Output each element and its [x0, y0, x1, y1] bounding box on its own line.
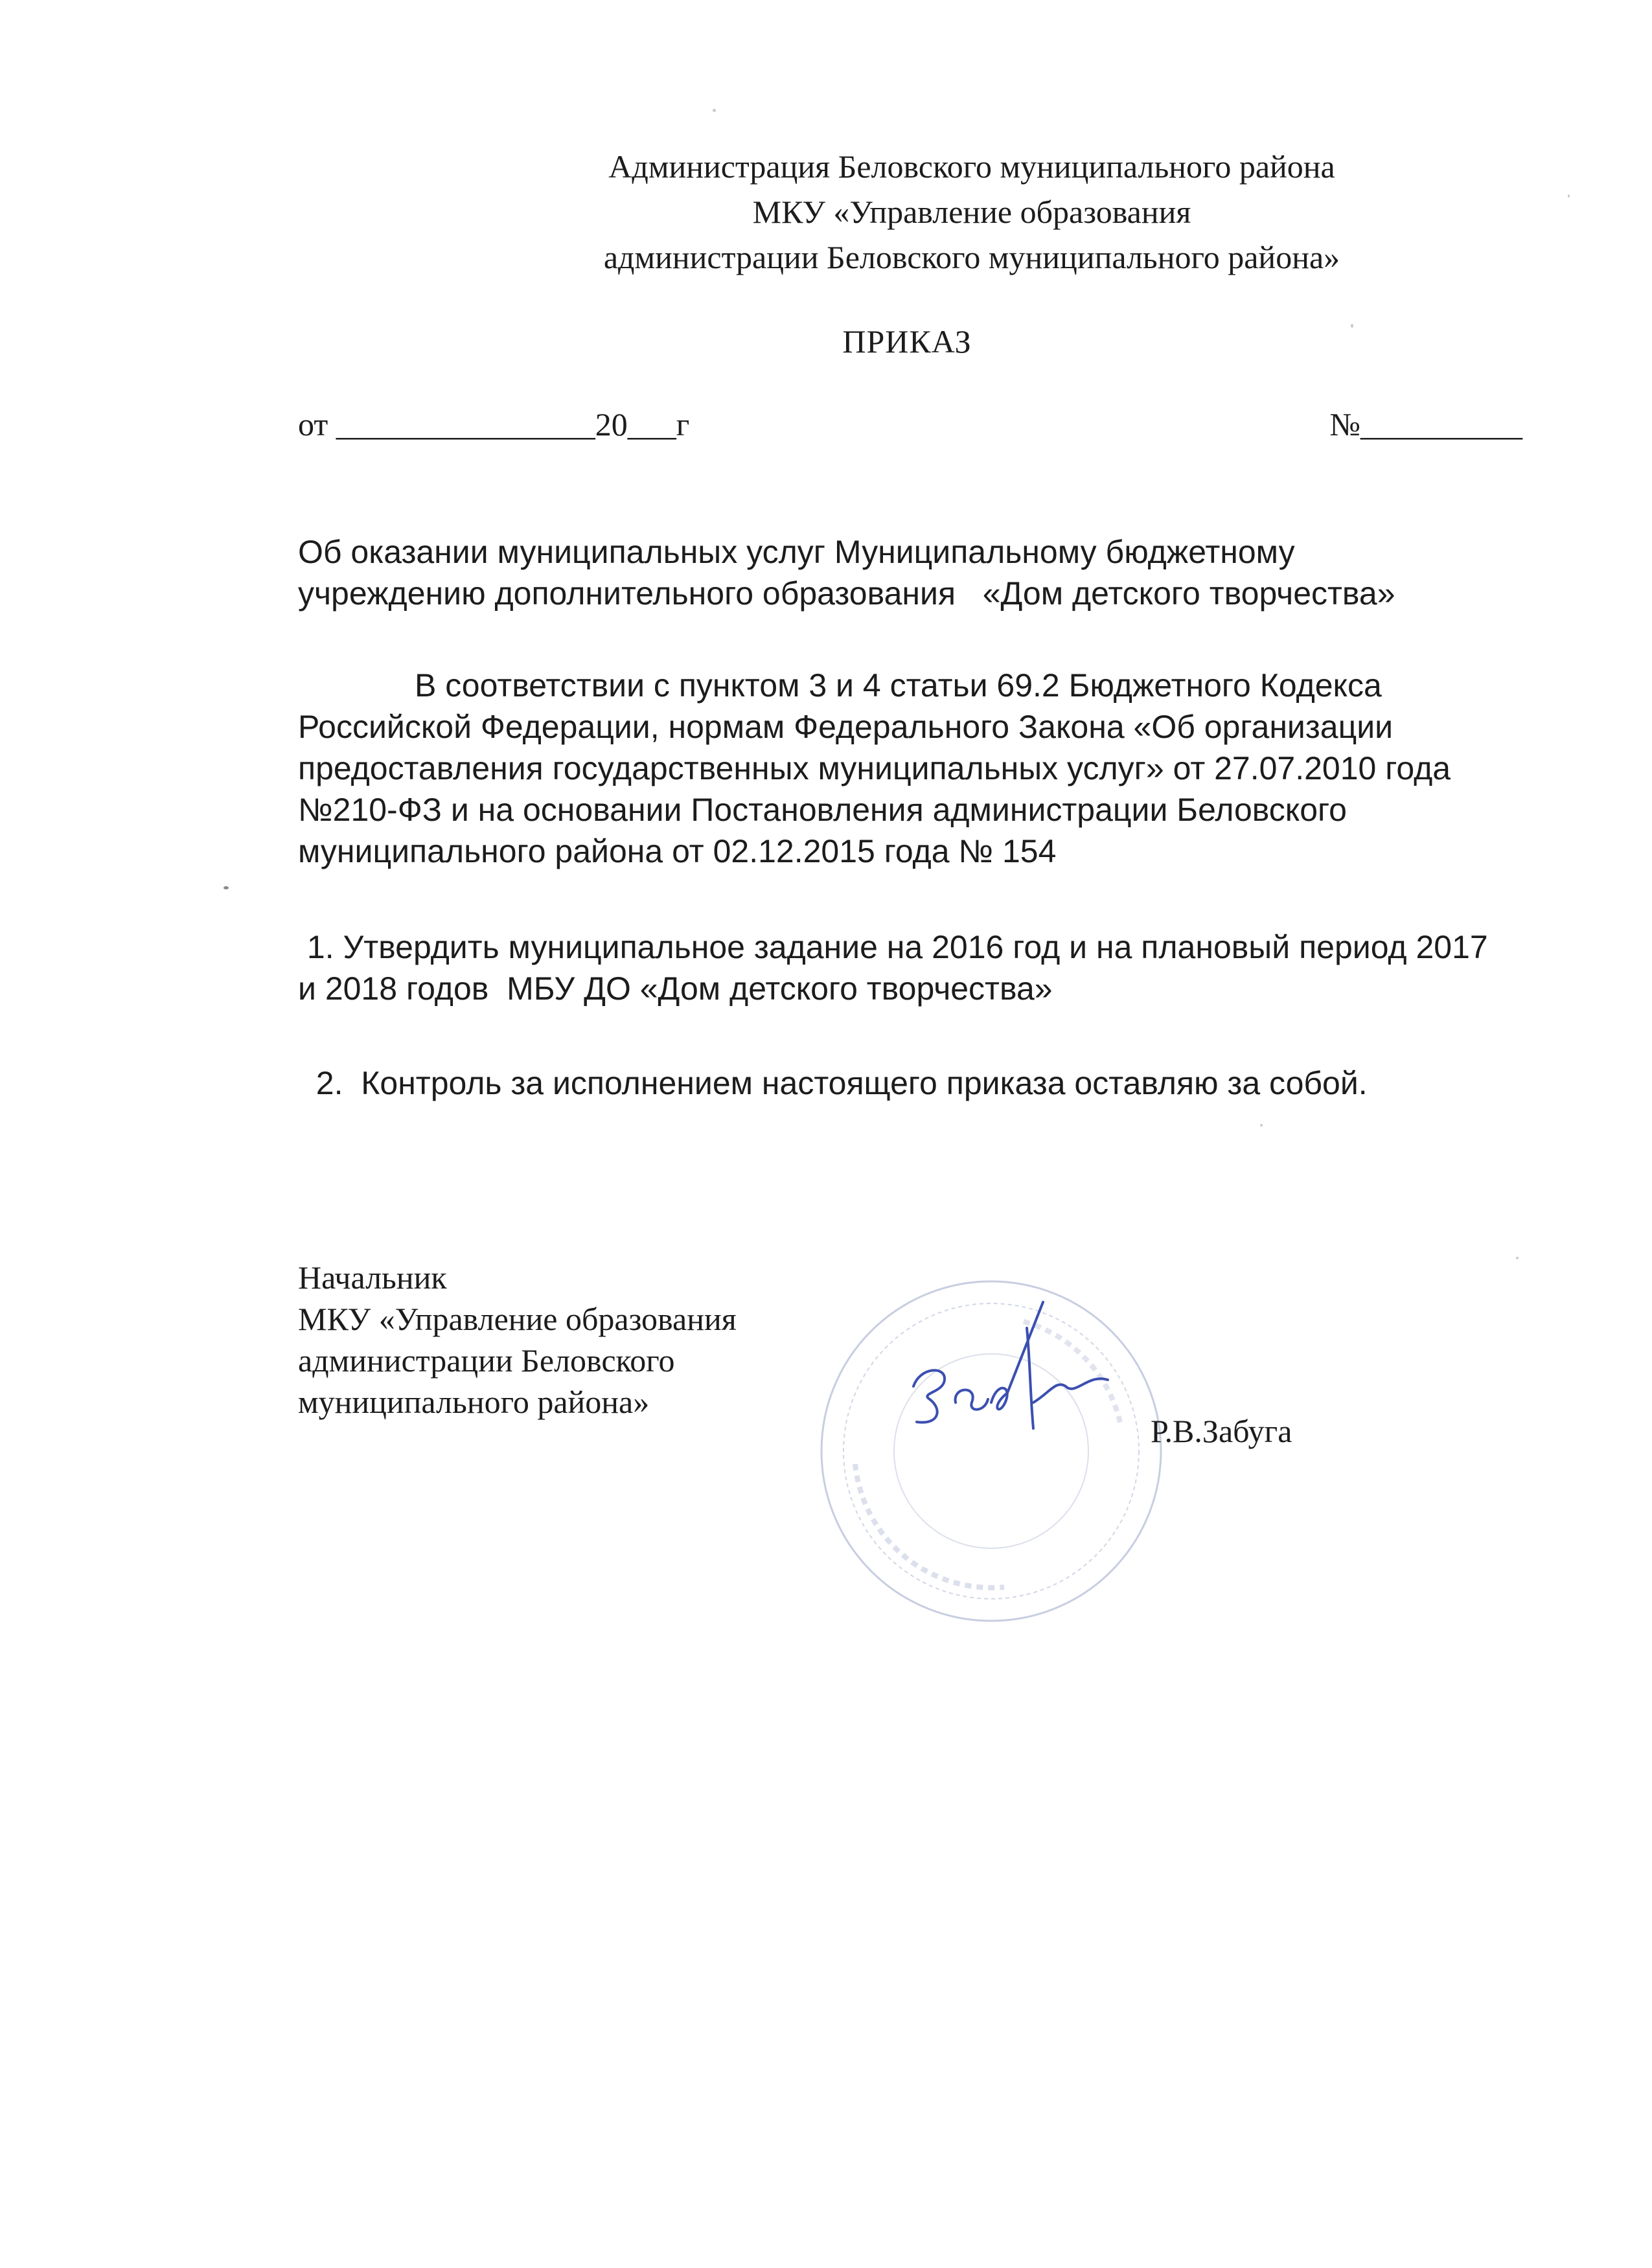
signatory-name: Р.В.Забуга [1151, 1413, 1292, 1449]
scan-speck [713, 109, 716, 112]
scan-speck [1260, 1124, 1263, 1127]
signatory-title [298, 1257, 881, 1423]
handwritten-signature [894, 1289, 1127, 1438]
subject-line-1: Об оказании муниципальных услуг Муниципальному бюджетному [298, 534, 1295, 570]
document-title: ПРИКАЗ [842, 323, 972, 360]
subject-line-2: учреждению дополнительного образования «Дом детского творчества» [298, 575, 1395, 612]
date-field: от ________________20___г [298, 406, 690, 442]
item-1-line-2: и 2018 годов МБУ ДО «Дом детского творчества» [298, 970, 1053, 1007]
preamble-line-4: №210-ФЗ и на основании Постановления администрации Беловского [298, 792, 1347, 828]
number-field: №__________ [1329, 406, 1522, 442]
header-line-2: МКУ «Управление образования [752, 194, 1191, 230]
signatory-line-4: муниципального района» [298, 1384, 650, 1420]
document-header [453, 144, 1490, 280]
scan-speck [1568, 194, 1570, 198]
signatory-line-1: Начальник [298, 1259, 447, 1296]
preamble-line-3: предоставления государственных муниципальных услуг» от 27.07.2010 года [298, 750, 1451, 786]
order-item-2: 2. Контроль за исполнением настоящего приказа оставляю за собой. [298, 1065, 1368, 1101]
signatory-line-3: администрации Беловского [298, 1342, 675, 1379]
header-line-1: Администрация Беловского муниципального района [608, 148, 1335, 185]
signatory-line-2: МКУ «Управление образования [298, 1301, 737, 1337]
preamble-line-1: В соответствии с пунктом 3 и 4 статьи 69.2 Бюджетного Кодекса [415, 667, 1382, 704]
header-line-3: администрации Беловского муниципального района» [603, 239, 1340, 275]
preamble-line-2: Российской Федерации, нормам Федерального Закона «Об организации [298, 709, 1394, 745]
preamble-line-5: муниципального района от 02.12.2015 года № 154 [298, 833, 1057, 869]
scan-speck [224, 886, 229, 889]
date-number-line [298, 406, 1522, 457]
scan-speck [1351, 324, 1353, 328]
item-1-line-1: 1. Утвердить муниципальное задание на 2016 год и на плановый период 2017 [298, 929, 1488, 965]
preamble-paragraph [298, 665, 1568, 872]
order-subject [298, 531, 1529, 614]
scan-speck [1516, 1257, 1519, 1259]
order-item-1 [298, 926, 1594, 1009]
